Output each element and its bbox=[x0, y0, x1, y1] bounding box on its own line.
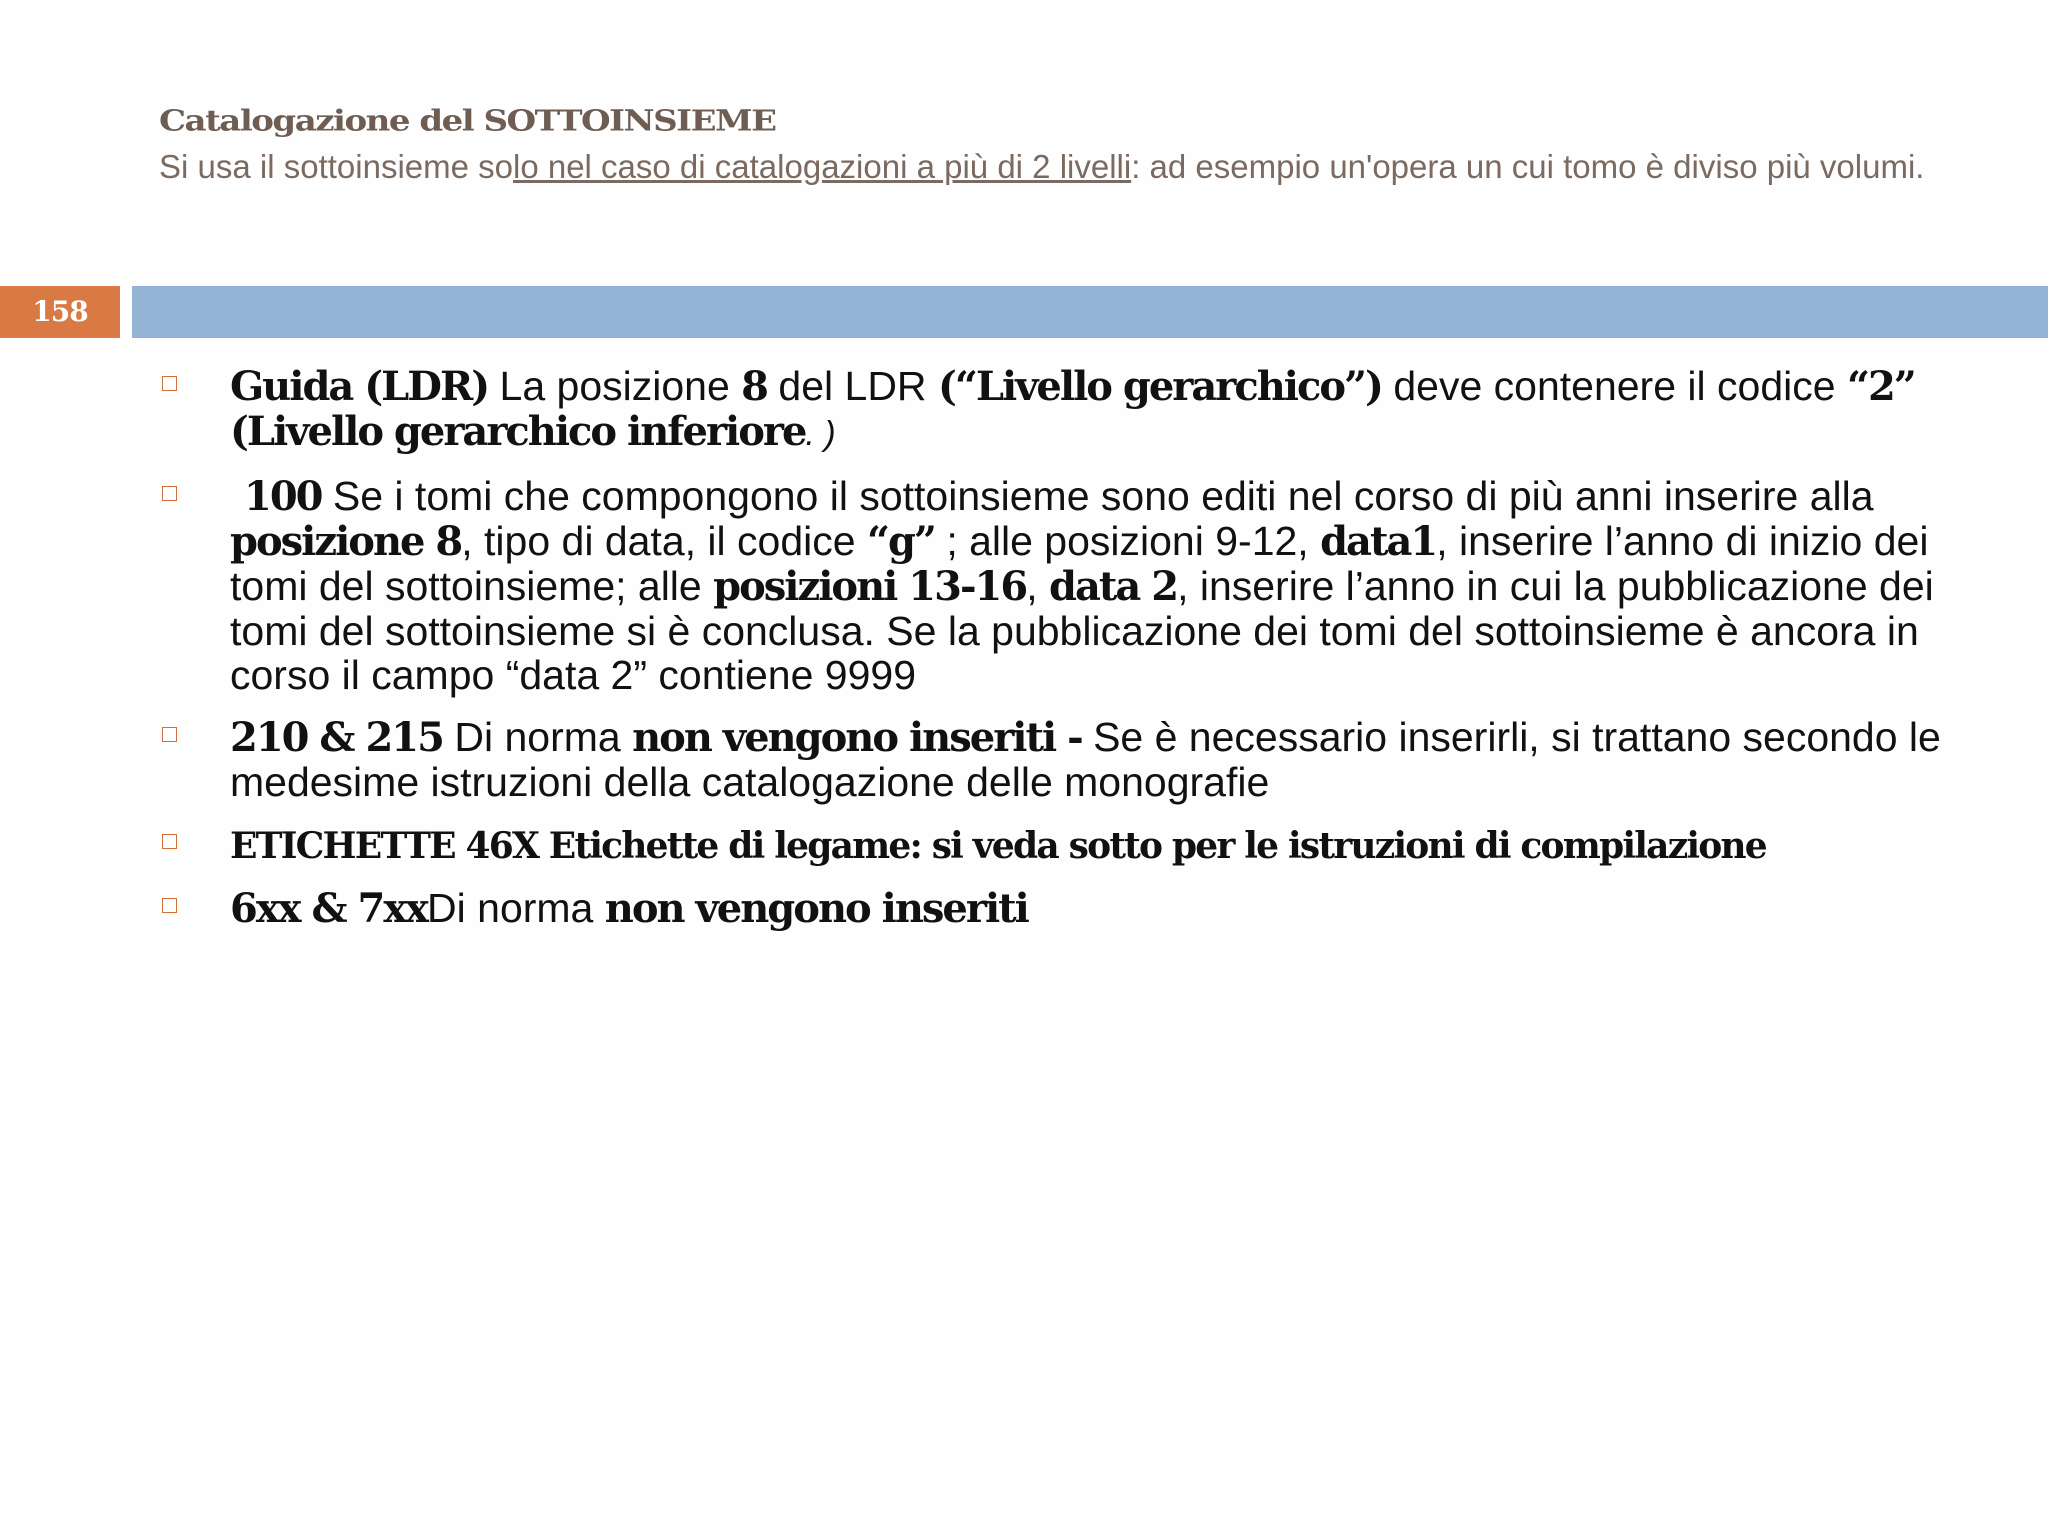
list-item bbox=[159, 364, 1959, 456]
bullet-text: ; alle posizioni 9-12, bbox=[934, 518, 1321, 564]
subtitle-part: Si usa il sottoinsieme so bbox=[159, 148, 513, 185]
list-item bbox=[159, 822, 1959, 868]
subtitle-part: : ad esempio un'opera un cui tomo è diviso più volumi. bbox=[1131, 148, 1925, 185]
bullet-text: Se i tomi che compongono il sottoinsieme sono editi nel corso di più anni inserire alla bbox=[321, 473, 1874, 519]
bullet-bold-text: non vengono inseriti bbox=[604, 885, 1028, 932]
list-item bbox=[159, 715, 1959, 804]
bullet-bold-text: data1 bbox=[1320, 518, 1437, 565]
field-tag: Guida (LDR) bbox=[230, 363, 489, 410]
bullet-text: La posizione bbox=[488, 363, 742, 409]
bullet-text: Se è necessario inserirli, si trattano secondo le medesime istruzioni della catalogazione delle monografie bbox=[230, 714, 1941, 805]
field-tag: 6xx & 7xx bbox=[230, 885, 428, 932]
bullet-text: , bbox=[1026, 563, 1050, 609]
bullet-text: , inserire l’anno di inizio dei tomi del sottoinsieme; alle bbox=[230, 518, 1929, 609]
bullet-text: deve contenere il codice bbox=[1381, 363, 1847, 409]
bullet-bold-text: “g” bbox=[866, 518, 935, 565]
bullet-bold-text: (“Livello gerarchico”) bbox=[937, 363, 1382, 410]
slide-title: Catalogazione del SOTTOINSIEME bbox=[159, 103, 776, 139]
list-item bbox=[159, 886, 1959, 931]
field-tag: 100 bbox=[244, 473, 322, 520]
bullet-text: , tipo di data, il codice bbox=[461, 518, 867, 564]
bullet-text: . ) bbox=[805, 415, 836, 453]
bullet-bold-text: 8 bbox=[741, 363, 768, 410]
bullet-bold-text: posizione 8 bbox=[230, 518, 462, 565]
slide-subtitle bbox=[159, 144, 1979, 189]
header-divider-bar bbox=[132, 286, 2048, 338]
square-bullet-icon bbox=[162, 834, 177, 849]
bullet-text: , inserire l’anno in cui la pubblicazione dei tomi del sottoinsieme si è conclusa. Se la pubblicazione dei tomi del sottoinsieme è ancora in corso il campo “data 2” contiene 9999 bbox=[230, 563, 1934, 698]
subtitle-underlined: lo nel caso di catalogazioni a più di 2 livelli bbox=[513, 148, 1132, 185]
bullet-text: Di norma bbox=[427, 885, 605, 931]
bullet-text: del LDR bbox=[767, 363, 938, 409]
bullet-list bbox=[159, 364, 1959, 949]
square-bullet-icon bbox=[162, 727, 177, 742]
bullet-bold-text: non vengono inseriti - bbox=[632, 714, 1082, 761]
square-bullet-icon bbox=[162, 376, 177, 391]
square-bullet-icon bbox=[162, 898, 177, 913]
slide-header bbox=[159, 98, 1979, 189]
list-item bbox=[159, 474, 1959, 697]
bullet-text: Di norma bbox=[442, 714, 633, 760]
bullet-bold-text: posizioni 13-16 bbox=[713, 563, 1027, 610]
field-tag: ETICHETTE 46X Etichette di legame: si veda sotto per le istruzioni di compilazione bbox=[230, 825, 1766, 867]
field-tag: 210 & 215 bbox=[230, 714, 443, 761]
bullet-bold-text: data 2 bbox=[1049, 563, 1178, 610]
square-bullet-icon bbox=[162, 486, 177, 501]
slide-number-badge: 158 bbox=[0, 286, 120, 338]
bullet-bold-text: “2” (Livello gerarchico inferiore bbox=[230, 363, 1915, 455]
